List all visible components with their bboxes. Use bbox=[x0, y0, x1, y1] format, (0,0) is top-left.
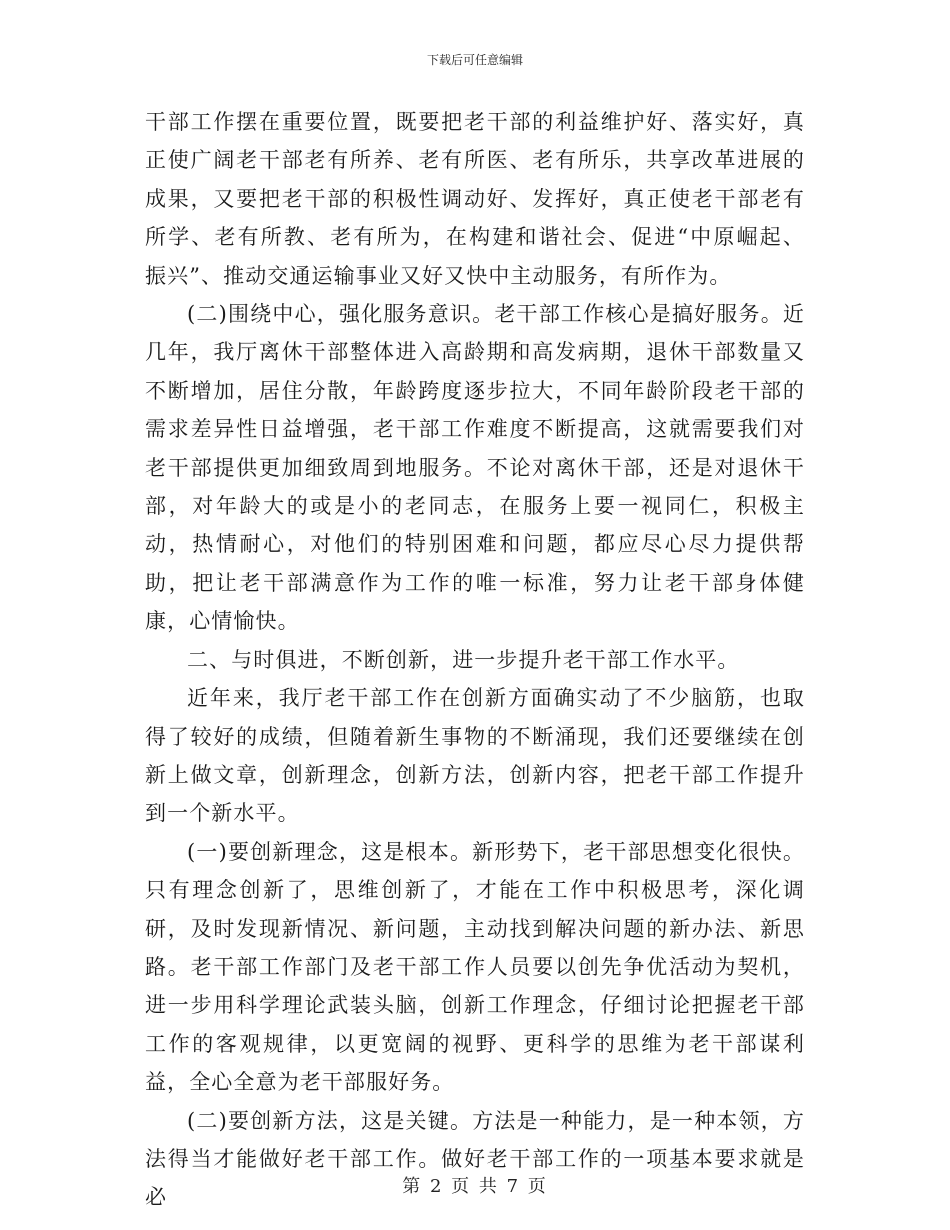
document-body bbox=[145, 103, 805, 1217]
paragraph-heading-part-2: 二、与时俱进，不断创新，进一步提升老干部工作水平。 bbox=[187, 647, 740, 672]
paragraph-innovate-method: (二)要创新方法，这是关键。方法是一种能力，是一种本领，方法得当才能做好老干部工作。做好老干部工作的一项基本要求就是必 bbox=[145, 1108, 805, 1210]
paragraph-section-2-2: (二)围绕中心，强化服务意识。老干部工作核心是搞好服务。近几年，我厅离休干部整体进入高龄期和高发病期，退休干部数量又不断增加，居住分散，年龄跨度逐步拉大，不同年龄阶段老干部的需求差异性日益增强，老干部工作难度不断提高，这就需要我们对老干部提供更加细致周到地服务。不论对离休干部，还是对退休干部，对年龄大的或是小的老同志，在服务上要一视同仁，积极主动，热情耐心，对他们的特别困难和问题，都应尽心尽力提供帮助，把让老干部满意作为工作的唯一标准，努力让老干部身体健康，心情愉快。 bbox=[145, 302, 805, 634]
paragraph-intro: 近年来，我厅老干部工作在创新方面确实动了不少脑筋，也取得了较好的成绩，但随着新生事物的不断涌现，我们还要继续在创新上做文章，创新理念，创新方法，创新内容，把老干部工作提升到一个新水平。 bbox=[145, 686, 805, 826]
page-header-note: 下载后可任意编辑 bbox=[426, 53, 523, 67]
paragraph-innovate-concept: (一)要创新理念，这是根本。新形势下，老干部思想变化很快。只有理念创新了，思维创新了，才能在工作中积极思考，深化调研，及时发现新情况、新问题，主动找到解决问题的新办法、新思路。老干部工作部门及老干部工作人员要以创先争优活动为契机，进一步用科学理论武装头脑，创新工作理念，仔细讨论把握老干部工作的客观规律，以更宽阔的视野、更科学的思维为老干部谋利益，全心全意为老干部服好务。 bbox=[145, 839, 805, 1095]
paragraph-continued: 干部工作摆在重要位置，既要把老干部的利益维护好、落实好，真正使广阔老干部老有所养、老有所医、老有所乐，共享改革进展的成果，又要把老干部的积极性调动好、发挥好，真正使老干部老有所学、老有所教、老有所为，在构建和谐社会、促进“中原崛起、 振兴”、推动交通运输事业又好又快中主动服务，有所作为。 bbox=[145, 110, 805, 288]
page-number: 第 2 页 共 7 页 bbox=[402, 1176, 548, 1197]
